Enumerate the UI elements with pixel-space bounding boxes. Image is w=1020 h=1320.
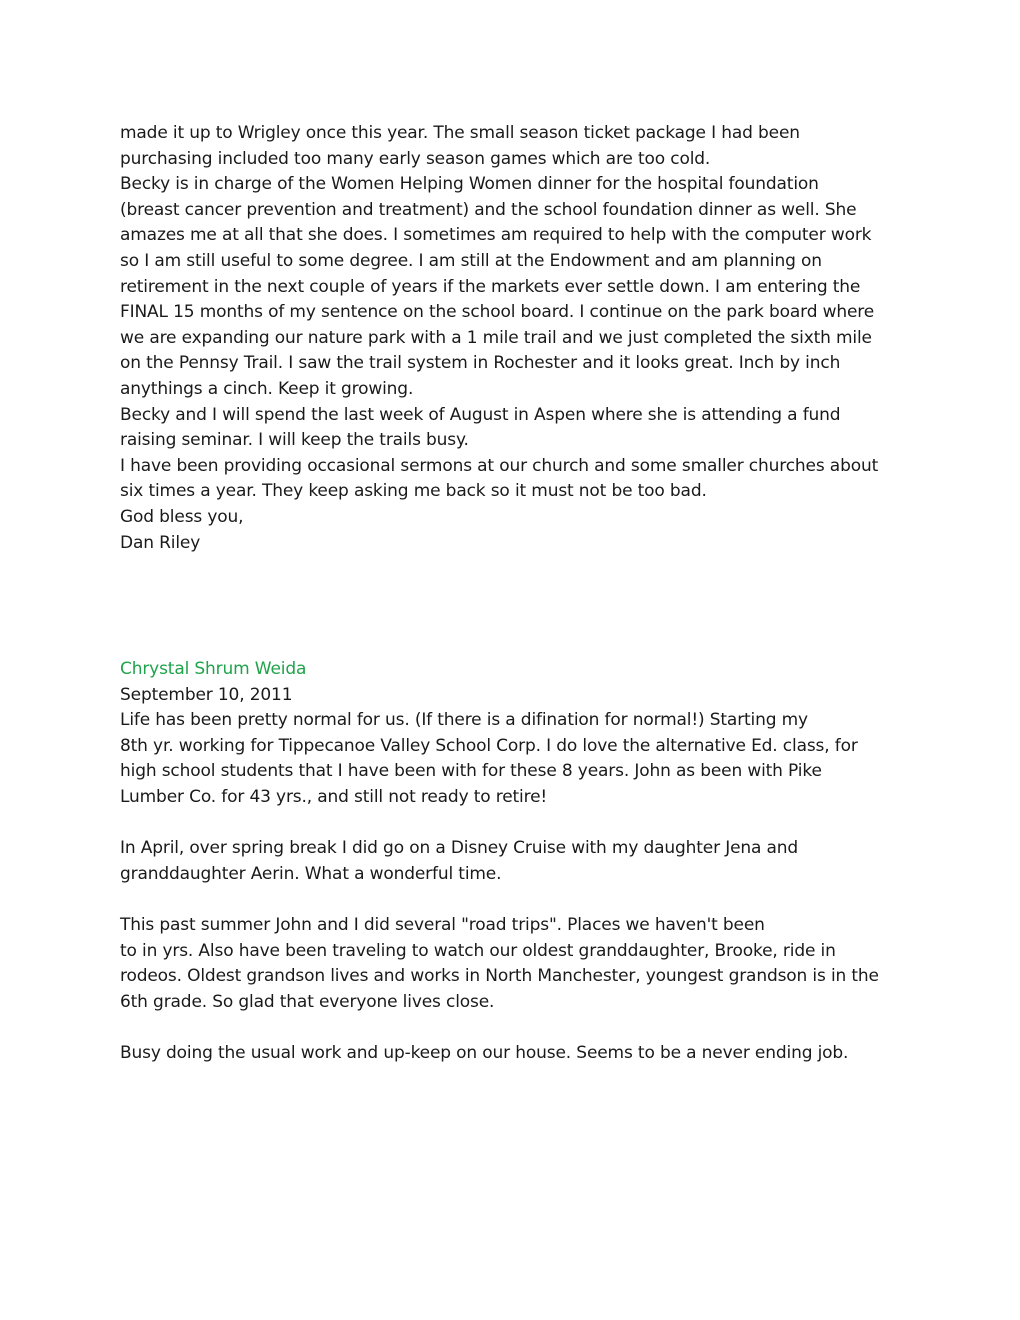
letter-line: Busy doing the usual work and up-keep on our house. Seems to be a never ending job. bbox=[120, 1042, 849, 1063]
letter-line: FINAL 15 months of my sentence on the school board. I continue on the park board where bbox=[120, 302, 875, 323]
letter-date: September 10, 2011 bbox=[120, 684, 293, 705]
letter-line: on the Pennsy Trail. I saw the trail system in Rochester and it looks great. Inch by inch bbox=[120, 353, 841, 374]
letter-line: Becky and I will spend the last week of August in Aspen where she is attending a fund bbox=[120, 404, 841, 425]
letter-line: Becky is in charge of the Women Helping Women dinner for the hospital foundation bbox=[120, 174, 819, 195]
letter-line: retirement in the next couple of years if the markets ever settle down. I am entering the bbox=[120, 276, 861, 297]
letter-line: purchasing included too many early season games which are too cold. bbox=[120, 148, 711, 169]
letter-line: amazes me at all that she does. I sometimes am required to help with the computer work bbox=[120, 225, 872, 246]
letter-line: rodeos. Oldest grandson lives and works in North Manchester, youngest grandson is in the bbox=[120, 966, 879, 987]
letter-line: we are expanding our nature park with a 1 mile trail and we just completed the sixth mile bbox=[120, 327, 872, 348]
letter-dan-riley bbox=[120, 121, 920, 556]
closing: God bless you, bbox=[120, 506, 244, 527]
blank-line bbox=[120, 1015, 920, 1041]
letter-line: In April, over spring break I did go on a Disney Cruise with my daughter Jena and bbox=[120, 838, 799, 859]
letter-line: anythings a cinch. Keep it growing. bbox=[120, 378, 414, 399]
letter-line: to in yrs. Also have been traveling to watch our oldest granddaughter, Brooke, ride in bbox=[120, 940, 836, 961]
letter-line: so I am still useful to some degree. I am still at the Endowment and am planning on bbox=[120, 250, 822, 271]
signature-name: Dan Riley bbox=[120, 532, 201, 553]
letter-line: I have been providing occasional sermons at our church and some smaller churches about bbox=[120, 455, 879, 476]
letter-line: (breast cancer prevention and treatment) and the school foundation dinner as well. She bbox=[120, 199, 857, 220]
letter-line: This past summer John and I did several "road trips". Places we haven't been bbox=[120, 914, 765, 935]
author-name: Chrystal Shrum Weida bbox=[120, 659, 307, 679]
letter-line: raising seminar. I will keep the trails busy. bbox=[120, 430, 469, 451]
letter-line: Life has been pretty normal for us. (If there is a difination for normal!) Starting my bbox=[120, 710, 808, 731]
letter-line: Lumber Co. for 43 yrs., and still not ready to retire! bbox=[120, 786, 548, 807]
blank-line bbox=[120, 887, 920, 913]
letter-line: 6th grade. So glad that everyone lives close. bbox=[120, 991, 495, 1012]
letter-line: granddaughter Aerin. What a wonderful time. bbox=[120, 863, 502, 884]
letter-line: 8th yr. working for Tippecanoe Valley School Corp. I do love the alternative Ed. class, for bbox=[120, 735, 858, 756]
blank-line bbox=[120, 811, 920, 837]
letter-line: made it up to Wrigley once this year. The small season ticket package I had been bbox=[120, 123, 800, 143]
letter-line: high school students that I have been with for these 8 years. John as been with Pike bbox=[120, 761, 822, 782]
letter-line: six times a year. They keep asking me back so it must not be too bad. bbox=[120, 481, 707, 502]
letter-chrystal-shrum-weida bbox=[120, 657, 920, 1067]
